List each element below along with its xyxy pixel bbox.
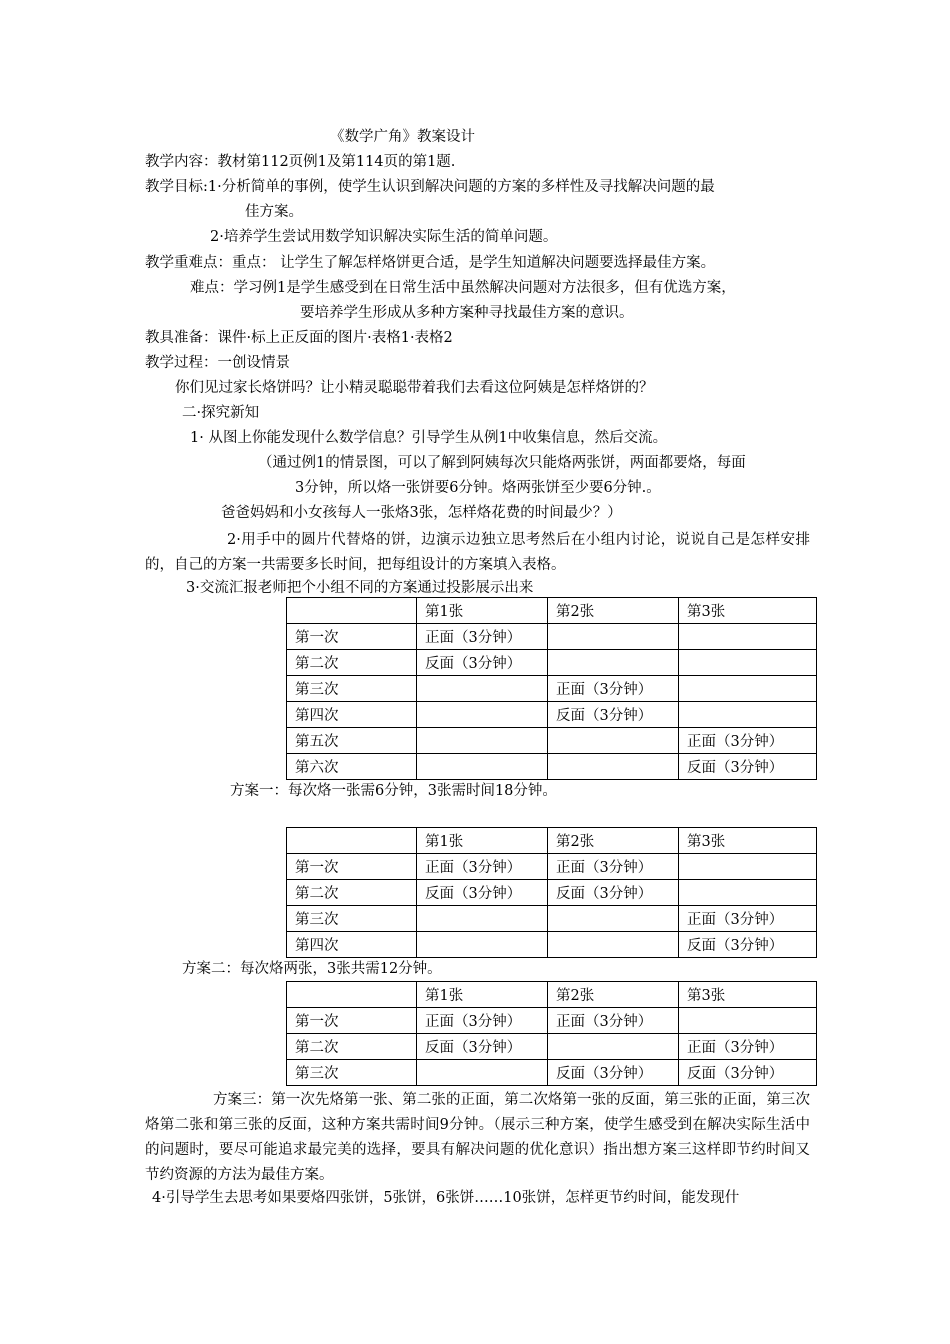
table-cell	[417, 676, 548, 702]
key-point: 教学重难点：重点： 让学生了解怎样烙饼更合适，是学生知道解决问题要选择最佳方案。	[145, 255, 716, 271]
table-row-label: 第六次	[287, 754, 417, 780]
plan-2-table	[286, 827, 817, 958]
teaching-content: 教学内容：教材第112页例1及第114页的第1题.	[145, 154, 456, 170]
section-2-heading: 二·探究新知	[182, 405, 260, 421]
table-cell: 正面（3分钟）	[548, 854, 679, 880]
table-cell: 正面（3分钟）	[417, 854, 548, 880]
table-cell	[679, 880, 817, 906]
step-4: 4·引导学生去思考如果要烙四张饼，5张饼，6张饼……10张饼，怎样更节约时间，能发现什	[152, 1190, 740, 1206]
table-cell	[548, 906, 679, 932]
table-cell: 正面（3分钟）	[679, 728, 817, 754]
table-cell: 反面（3分钟）	[417, 650, 548, 676]
table-cell	[548, 1034, 679, 1060]
plan-3-table	[286, 981, 817, 1086]
table-cell: 反面（3分钟）	[417, 1034, 548, 1060]
table-cell	[679, 650, 817, 676]
table-row	[287, 650, 817, 676]
table-cell	[679, 702, 817, 728]
table-cell	[679, 624, 817, 650]
intro-question: 你们见过家长烙饼吗？让小精灵聪聪带着我们去看这位阿姨是怎样烙饼的？	[175, 380, 654, 396]
teaching-process: 教学过程：一创设情景	[145, 355, 290, 371]
step-1-note-a: （通过例1的情景图，可以了解到阿姨每次只能烙两张饼，两面都要烙，每面	[258, 455, 746, 471]
table-cell: 正面（3分钟）	[548, 676, 679, 702]
table-row	[287, 702, 817, 728]
table-header-cell: 第2张	[548, 598, 679, 624]
table-row	[287, 906, 817, 932]
table-row	[287, 1060, 817, 1086]
table-cell	[417, 906, 548, 932]
table-row	[287, 880, 817, 906]
table-cell: 反面（3分钟）	[548, 880, 679, 906]
table-cell	[548, 624, 679, 650]
table-row-label: 第二次	[287, 650, 417, 676]
table-cell: 反面（3分钟）	[679, 932, 817, 958]
table-cell: 正面（3分钟）	[417, 624, 548, 650]
table-cell: 反面（3分钟）	[679, 1060, 817, 1086]
table-cell: 反面（3分钟）	[679, 754, 817, 780]
table-header-cell: 第3张	[679, 982, 817, 1008]
table-cell: 正面（3分钟）	[417, 1008, 548, 1034]
document-title: 《数学广角》教案设计	[330, 129, 475, 145]
table-header-row	[287, 598, 817, 624]
table-row	[287, 624, 817, 650]
table-header-cell: 第1张	[417, 828, 548, 854]
table-cell	[417, 702, 548, 728]
table-row-label: 第三次	[287, 1060, 417, 1086]
table-header-cell: 第2张	[548, 982, 679, 1008]
table-cell: 正面（3分钟）	[679, 906, 817, 932]
table-cell	[417, 728, 548, 754]
table-row	[287, 754, 817, 780]
step-1-note-c: 爸爸妈妈和小女孩每人一张烙3张，怎样烙花费的时间最少？）	[221, 505, 622, 521]
table-row-label: 第四次	[287, 932, 417, 958]
table-cell: 反面（3分钟）	[548, 1060, 679, 1086]
difficulty-point-cont: 要培养学生形成从多种方案种寻找最佳方案的意识。	[300, 305, 634, 321]
table-cell: 正面（3分钟）	[548, 1008, 679, 1034]
table-cell	[548, 728, 679, 754]
table-row	[287, 854, 817, 880]
table-header-cell	[287, 598, 417, 624]
table-row-label: 第一次	[287, 624, 417, 650]
table-cell	[679, 676, 817, 702]
table-row-label: 第一次	[287, 1008, 417, 1034]
table-row-label: 第一次	[287, 854, 417, 880]
table-cell	[548, 754, 679, 780]
table-header-row	[287, 982, 817, 1008]
table-header-cell	[287, 828, 417, 854]
table-row	[287, 1008, 817, 1034]
teaching-goal-1-cont: 佳方案。	[245, 204, 303, 220]
plan-1-table	[286, 597, 817, 780]
step-2: 2·用手中的圆片代替烙的饼，边演示边独立思考然后在小组内讨论，说说自己是怎样安排的，自己的方案一共需要多长时间，把每组设计的方案填入表格。	[145, 532, 810, 573]
table-row	[287, 1034, 817, 1060]
table-row-label: 第二次	[287, 880, 417, 906]
table-row	[287, 932, 817, 958]
table-cell	[548, 932, 679, 958]
table-cell	[417, 1060, 548, 1086]
table-cell	[548, 650, 679, 676]
table-row-label: 第四次	[287, 702, 417, 728]
table-cell	[417, 754, 548, 780]
table-header-row	[287, 828, 817, 854]
teaching-goal-1: 教学目标:1·分析简单的事例，使学生认识到解决问题的方案的多样性及寻找解决问题的最	[145, 179, 715, 195]
table-cell: 反面（3分钟）	[548, 702, 679, 728]
table-cell: 正面（3分钟）	[679, 1034, 817, 1060]
table-header-cell: 第3张	[679, 598, 817, 624]
table-row-label: 第三次	[287, 906, 417, 932]
difficulty-point: 难点：学习例1是学生感受到在日常生活中虽然解决问题对方法很多，但有优选方案，	[190, 280, 736, 296]
table-header-cell: 第2张	[548, 828, 679, 854]
table-row-label: 第二次	[287, 1034, 417, 1060]
table-cell	[679, 1008, 817, 1034]
table-row-label: 第五次	[287, 728, 417, 754]
table-row-label: 第三次	[287, 676, 417, 702]
plan-1-summary: 方案一：每次烙一张需6分钟，3张需时间18分钟。	[230, 783, 557, 799]
table-cell: 反面（3分钟）	[417, 880, 548, 906]
table-header-cell	[287, 982, 417, 1008]
step-1-note-b: 3分钟，所以烙一张饼要6分钟。烙两张饼至少要6分钟.。	[295, 480, 661, 496]
table-header-cell: 第1张	[417, 982, 548, 1008]
plan-2-summary: 方案二：每次烙两张，3张共需12分钟。	[182, 961, 442, 977]
step-1: 1· 从图上你能发现什么数学信息？引导学生从例1中收集信息，然后交流。	[190, 430, 668, 446]
table-header-cell: 第1张	[417, 598, 548, 624]
plan-3-summary: 方案三：第一次先烙第一张、第二张的正面，第二次烙第一张的反面，第三张的正面，第三次烙第二张和第三张的反面，这种方案共需时间9分钟。（展示三种方案，使学生感受到在解决实际生活中的问题时，要尽可能追求最完美的选择，要具有解决问题的优化意识）指出想方案三这样即节约时间又节约资源的方法为最佳方案。	[145, 1092, 810, 1183]
table-cell	[679, 854, 817, 880]
table-row	[287, 728, 817, 754]
step-3: 3·交流汇报老师把个小组不同的方案通过投影展示出来	[186, 580, 534, 596]
teaching-tools: 教具准备：课件·标上正反面的图片·表格1·表格2	[145, 330, 453, 346]
table-cell	[417, 932, 548, 958]
table-row	[287, 676, 817, 702]
table-header-cell: 第3张	[679, 828, 817, 854]
teaching-goal-2: 2·培养学生尝试用数学知识解决实际生活的简单问题。	[210, 229, 558, 245]
